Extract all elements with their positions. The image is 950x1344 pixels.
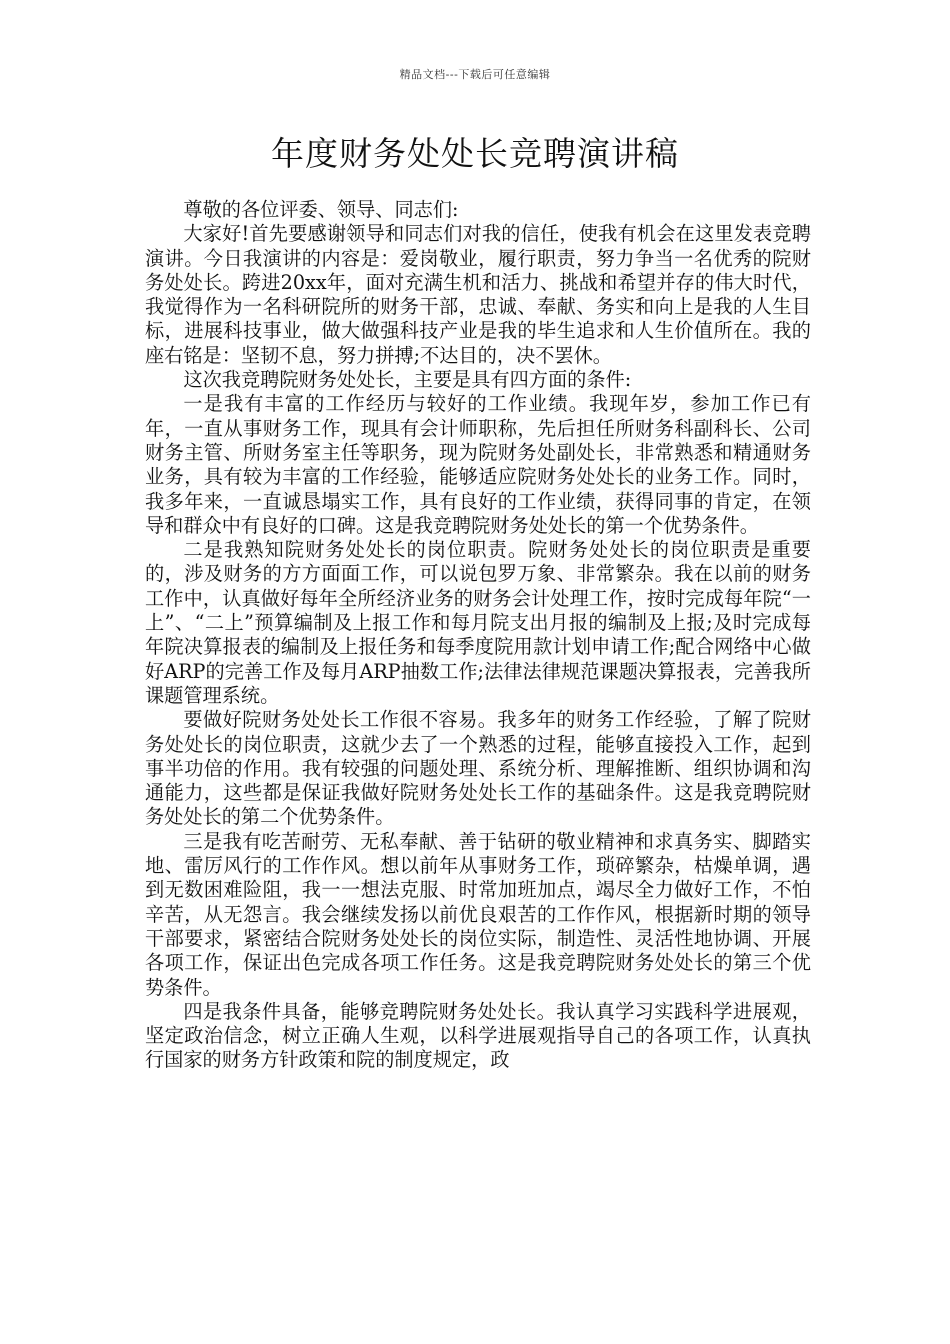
body-paragraph: 二是我熟知院财务处处长的岗位职责。院财务处处长的岗位职责是重要的，涉及财务的方方面面工作，可以说包罗万象、非常繁杂。我在以前的财务工作中，认真做好每年全所经济业务的财务会计处理工作，按时完成每年院“一上”、“二上”预算编制及上报工作和每月院支出月报的编制及上报;及时完成每年院决算报表的编制及上报任务和每季度院用款计划申请工作;配合网络中心做好ARP的完善工作及每月ARP抽数工作;法律法律规范课题决算报表，完善我所课题管理系统。 bbox=[145, 538, 811, 707]
body-paragraph: 要做好院财务处处长工作很不容易。我多年的财务工作经验，了解了院财务处处长的岗位职责，这就少去了一个熟悉的过程，能够直接投入工作，起到事半功倍的作用。我有较强的问题处理、系统分析、理解推断、组织协调和沟通能力，这些都是保证我做好院财务处处长工作的基础条件。这是我竞聘院财务处处长的第二个优势条件。 bbox=[145, 708, 811, 829]
salutation-paragraph: 尊敬的各位评委、领导、同志们: bbox=[183, 198, 459, 221]
body-paragraph: 一是我有丰富的工作经历与较好的工作业绩。我现年岁，参加工作已有年，一直从事财务工作，现具有会计师职称，先后担任所财务科副科长、公司财务主管、所财务室主任等职务，现为院财务处副处长，非常熟悉和精通财务业务，具有较为丰富的工作经验，能够适应院财务处处长的业务工作。同时，我多年来，一直诚恳塌实工作，具有良好的工作业绩，获得同事的肯定，在领导和群众中有良好的口碑。这是我竞聘院财务处处长的第一个优势条件。 bbox=[145, 392, 811, 537]
body-paragraph: 大家好!首先要感谢领导和同志们对我的信任，使我有机会在这里发表竞聘演讲。今日我演讲的内容是：爱岗敬业，履行职责，努力争当一名优秀的院财务处处长。跨进20xx年，面对充满生机和活力、挑战和希望并存的伟大时代，我觉得作为一名科研院所的财务干部，忠诚、奉献、务实和向上是我的人生目标，进展科技事业，做大做强科技产业是我的毕生追求和人生价值所在。我的座右铭是：坚韧不息，努力拼搏;不达目的，决不罢休。 bbox=[145, 222, 811, 367]
document-body bbox=[145, 198, 811, 1073]
document-title: 年度财务处处长竞聘演讲稿 bbox=[271, 134, 679, 173]
body-paragraph: 三是我有吃苦耐劳、无私奉献、善于钻研的敬业精神和求真务实、脚踏实地、雷厉风行的工作作风。想以前年从事财务工作，琐碎繁杂，枯燥单调，遇到无数困难险阻，我一一想法克服、时常加班加点，竭尽全力做好工作，不怕辛苦，从无怨言。我会继续发扬以前优良艰苦的工作作风，根据新时期的领导干部要求，紧密结合院财务处处长的岗位实际，制造性、灵活性地协调、开展各项工作，保证出色完成各项工作任务。这是我竞聘院财务处处长的第三个优势条件。 bbox=[145, 829, 811, 999]
body-paragraph: 四是我条件具备，能够竞聘院财务处处长。我认真学习实践科学进展观，坚定政治信念，树立正确人生观，以科学进展观指导自己的各项工作，认真执行国家的财务方针政策和院的制度规定，政 bbox=[145, 999, 811, 1072]
header-note: 精品文档---下载后可任意编辑 bbox=[399, 68, 551, 81]
body-paragraph: 这次我竞聘院财务处处长，主要是具有四方面的条件: bbox=[183, 368, 632, 392]
